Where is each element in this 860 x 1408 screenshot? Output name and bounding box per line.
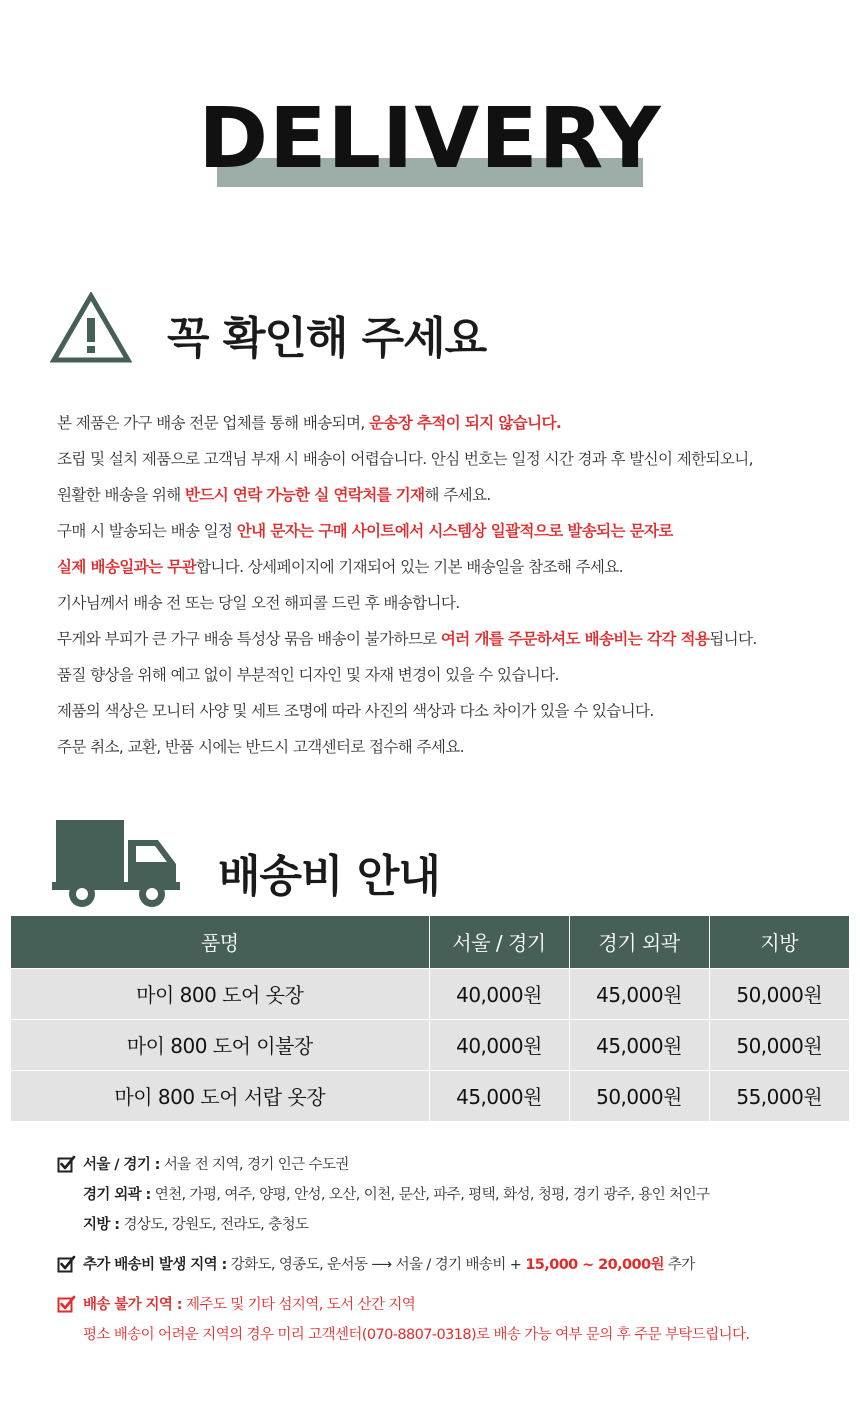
notice-line: 구매 시 발송되는 배송 일정 안내 문자는 구매 사이트에서 시스템상 일괄적으로 발송되는 문자로 [57,522,673,540]
notice-line: 본 제품은 가구 배송 전문 업체를 통해 배송되며, 운송장 추적이 되지 않습니다. [57,414,562,432]
delivery-hero [0,0,860,230]
notice-list [57,405,847,765]
fee-title: 배송비 안내 [218,851,440,902]
extra-fee-block [57,1250,847,1280]
notice-line: 무게와 부피가 큰 가구 배송 특성상 묶음 배송이 불가하므로 여러 개를 주문하셔도 배송비는 각각 적용됩니다. [57,630,757,648]
price-cell: 45,000원 [429,1070,569,1121]
product-name-cell: 마이 800 도어 옷장 [11,968,429,1019]
region-line: 서울 / 경기 : 서울 전 지역, 경기 인근 수도권 [83,1157,349,1173]
price-cell: 45,000원 [569,968,709,1019]
no-delivery-block [57,1290,847,1350]
table-header-row [11,916,849,968]
product-name-cell: 마이 800 도어 서랍 옷장 [11,1070,429,1121]
notice-line: 원활한 배송을 위해 반드시 연락 가능한 실 연락처를 기재해 주세요. [57,486,491,504]
checkbox-checked-icon [57,1155,76,1174]
shipping-fee-table [11,916,849,1121]
notice-title: 꼭 확인해 주세요 [167,313,487,364]
price-cell: 40,000원 [429,968,569,1019]
notice-line: 실제 배송일과는 무관합니다. 상세페이지에 기재되어 있는 기본 배송일을 참조해 주세요. [57,558,623,576]
column-header: 경기 외곽 [569,916,709,968]
warning-icon [50,292,132,364]
price-cell: 50,000원 [709,1019,849,1070]
product-name-cell: 마이 800 도어 이불장 [11,1019,429,1070]
truck-icon [52,818,180,910]
checkbox-checked-icon [57,1255,76,1274]
region-line: 지방 : 경상도, 강원도, 전라도, 충청도 [83,1217,309,1233]
table-row [11,1070,849,1121]
column-header: 서울 / 경기 [429,916,569,968]
notice-line: 주문 취소, 교환, 반품 시에는 반드시 고객센터로 접수해 주세요. [57,738,464,756]
checkbox-checked-icon [57,1295,76,1314]
price-cell: 55,000원 [709,1070,849,1121]
fee-header [52,818,812,910]
column-header: 지방 [709,916,849,968]
column-header: 품명 [11,916,429,968]
delivery-region-info [57,1150,847,1350]
table-row [11,968,849,1019]
no-delivery-note: 평소 배송이 어려운 지역의 경우 미리 고객센터(070-8807-0318)로 배송 가능 여부 문의 후 주문 부탁드립니다. [83,1327,750,1343]
page-title: DELIVERY [198,89,662,187]
extra-fee-line: 추가 배송비 발생 지역 : 강화도, 영종도, 운서동 ⟶ 서울 / 경기 배송비 + 15,000 ~ 20,000원 추가 [83,1257,695,1273]
notice-line: 품질 향상을 위해 예고 없이 부분적인 디자인 및 자재 변경이 있을 수 있습니다. [57,666,559,684]
notice-header [50,292,810,364]
price-cell: 50,000원 [709,968,849,1019]
notice-line: 기사님께서 배송 전 또는 당일 오전 해피콜 드린 후 배송합니다. [57,594,460,612]
notice-line: 조립 및 설치 제품으로 고객님 부재 시 배송이 어렵습니다. 안심 번호는 일정 시간 경과 후 발신이 제한되오니, [57,450,753,468]
no-delivery-line: 배송 불가 지역 : 제주도 및 기타 섬지역, 도서 산간 지역 [83,1297,416,1313]
price-cell: 40,000원 [429,1019,569,1070]
price-cell: 50,000원 [569,1070,709,1121]
region-line: 경기 외곽 : 연천, 가평, 여주, 양평, 안성, 오산, 이천, 문산, 파주, 평택, 화성, 청평, 경기 광주, 용인 처인구 [83,1187,710,1203]
price-cell: 45,000원 [569,1019,709,1070]
table-row [11,1019,849,1070]
notice-line: 제품의 색상은 모니터 사양 및 세트 조명에 따라 사진의 색상과 다소 차이가 있을 수 있습니다. [57,702,654,720]
region-block [57,1150,847,1240]
